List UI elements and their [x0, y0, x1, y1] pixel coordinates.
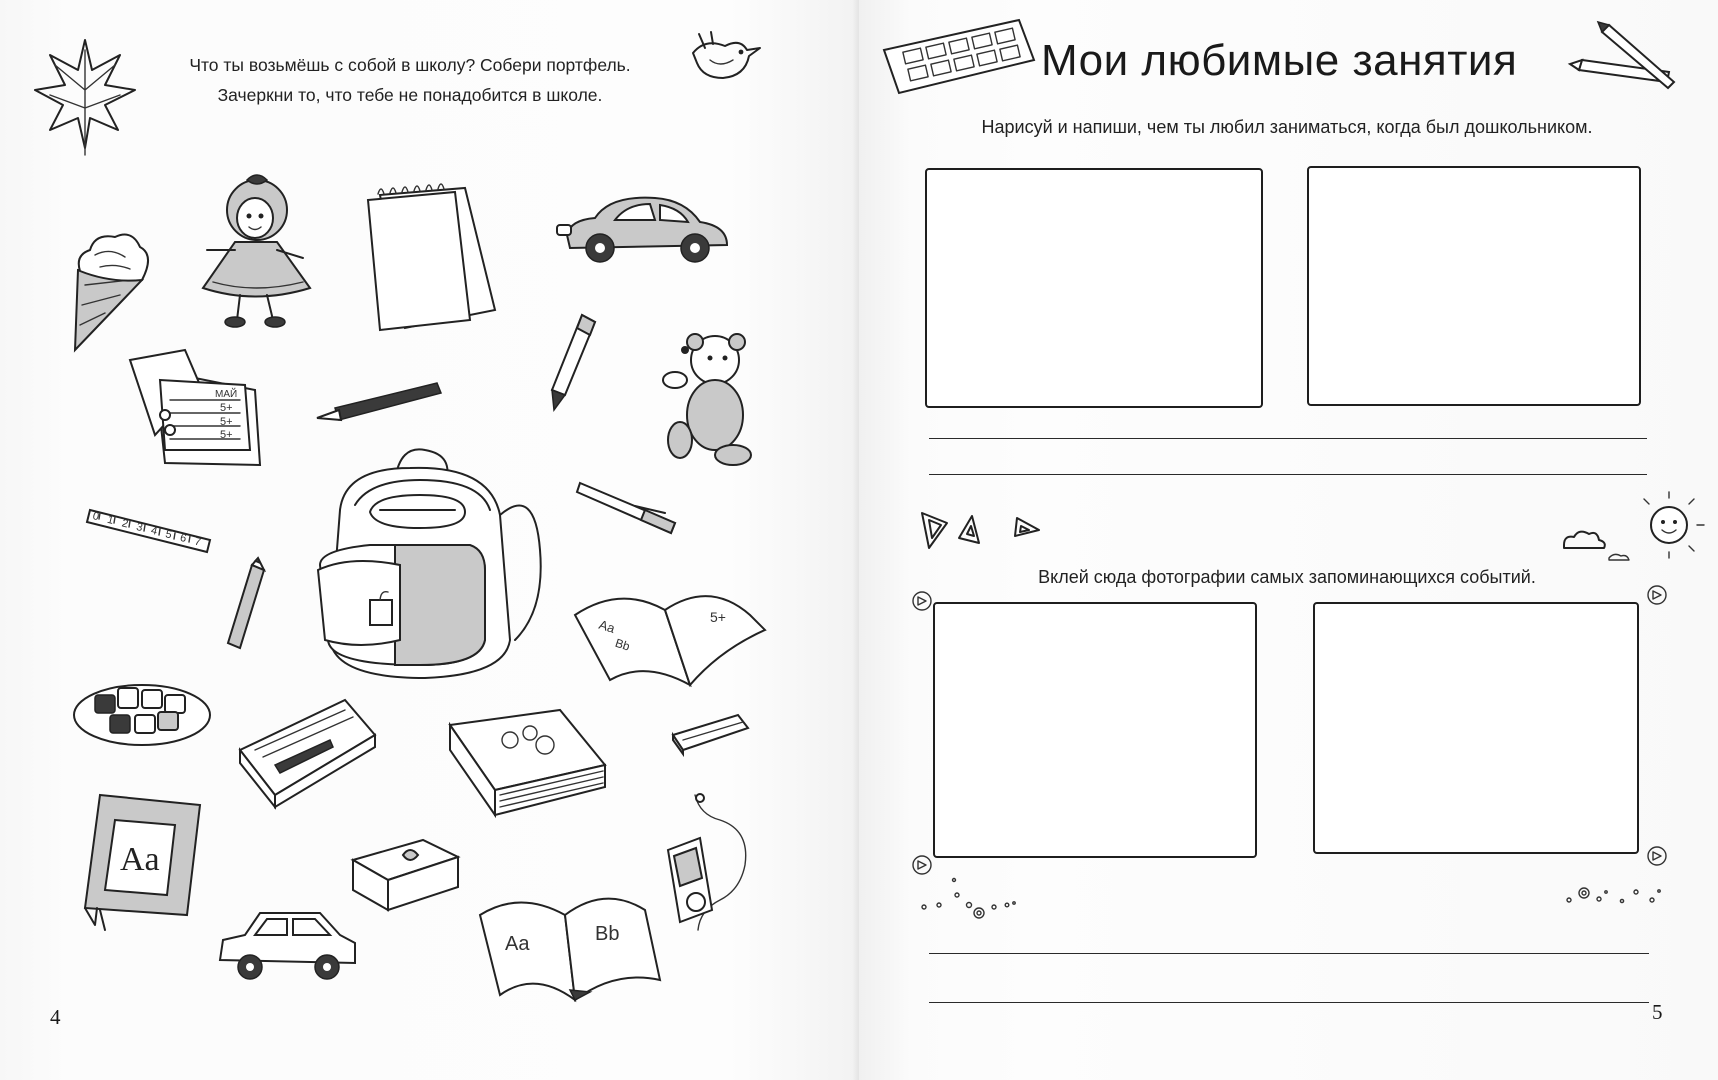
ruler-digit-2: 2 — [120, 517, 130, 531]
ballpoint-pen-image — [575, 478, 685, 538]
pencil-case-image — [235, 695, 380, 810]
diary-grade-label-3: 5+ — [220, 429, 233, 441]
right-page-number: 5 — [1652, 1000, 1663, 1024]
photos-instruction: Вклей сюда фотографии самых запоминающихся событий. — [1038, 567, 1536, 587]
picture-book-image — [445, 705, 610, 820]
pencil-image — [222, 560, 272, 655]
copybook-grade: 5+ — [710, 609, 726, 625]
drawing-frame-2[interactable] — [1307, 166, 1641, 406]
teddy-bear-image — [655, 330, 765, 470]
copybook-letters-a: Aa — [597, 616, 617, 636]
mp3-player-image — [660, 790, 760, 950]
maple-leaf-icon — [30, 30, 140, 160]
pencils-icon — [1574, 20, 1684, 95]
instruction-line-2: Зачеркни то, что тебе не понадобится в школе. — [217, 85, 603, 105]
instruction-line-1: Что ты возьмёшь с собой в школу? Собери портфель. — [189, 55, 631, 75]
corner-marker-icon — [1646, 845, 1668, 867]
ruler-digit-7: 7 — [193, 535, 203, 549]
eraser-image — [668, 710, 753, 755]
ruler-digit-5: 5 — [164, 528, 174, 542]
ruler-digit-1: 1 — [105, 513, 115, 527]
open-abc-book-image — [475, 860, 665, 1005]
left-page-number: 4 — [50, 1005, 61, 1029]
page-title: Мои любимые занятия — [1041, 36, 1518, 85]
corner-marker-icon — [911, 590, 933, 612]
abc-book-letters-a: Aa — [505, 933, 530, 955]
spiral-notepad-image — [360, 180, 500, 335]
diary-grade-label-1: 5+ — [220, 402, 233, 414]
white-car-image — [215, 905, 360, 985]
diary-month-label: МАЙ — [215, 389, 238, 400]
writing-line-2[interactable] — [929, 474, 1647, 475]
corner-marker-icon — [1646, 584, 1668, 606]
school-diary-image — [125, 345, 270, 470]
alphabet-book-image — [75, 790, 210, 935]
fountain-pen-image — [315, 378, 445, 428]
ruler-digit-0: 0 — [91, 510, 101, 524]
paint-box-icon — [879, 15, 1039, 100]
ruler-digit-3: 3 — [135, 521, 144, 535]
drawing-frame-1[interactable] — [925, 168, 1263, 408]
bird-icon — [685, 28, 765, 88]
writing-line-1[interactable] — [929, 438, 1647, 439]
gouache-paints-image — [70, 660, 215, 755]
lunch-box-image — [348, 835, 463, 915]
toy-car-image — [555, 190, 735, 270]
ice-cream-image — [70, 225, 160, 355]
spiral-triangles-icon — [917, 508, 1047, 553]
writing-line-4[interactable] — [929, 1002, 1649, 1003]
dots-decoration-icon — [919, 875, 1029, 925]
ruler-digit-4: 4 — [149, 524, 159, 538]
diary-grade-label-2: 5+ — [220, 416, 233, 428]
dots-decoration-icon — [1564, 875, 1674, 915]
right-page — [859, 0, 1718, 1080]
doll-girl-image — [195, 170, 335, 335]
abc-book-letters-b: Bb — [595, 923, 620, 945]
sun-and-cloud-icon — [1559, 490, 1709, 570]
draw-instruction: Нарисуй и напиши, чем ты любил заниматься, когда был дошкольником. — [981, 117, 1593, 137]
copybook-letters-b: Bb — [613, 635, 632, 654]
backpack-image — [300, 440, 550, 685]
marker-image — [540, 310, 600, 415]
photo-frame-2[interactable] — [1313, 602, 1639, 854]
left-instruction — [140, 50, 680, 110]
open-copybook-image — [570, 580, 770, 690]
corner-marker-icon — [911, 854, 933, 876]
photo-frame-1[interactable] — [933, 602, 1257, 858]
alphabet-book-letters: Aa — [120, 841, 160, 878]
ruler-image — [85, 500, 215, 560]
writing-line-3[interactable] — [929, 953, 1649, 954]
ruler-digit-6: 6 — [178, 531, 188, 546]
